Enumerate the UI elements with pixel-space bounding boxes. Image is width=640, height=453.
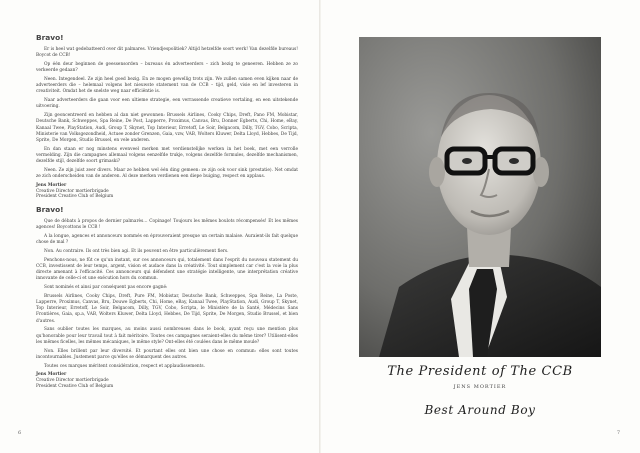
caption-award: Best Around Boy xyxy=(424,403,536,417)
section-heading: Bravo! xyxy=(36,204,64,214)
section-dutch xyxy=(36,34,298,200)
left-page-text xyxy=(36,34,298,392)
caption-name: JENS MORTIER xyxy=(453,384,507,390)
page-number-right: 7 xyxy=(616,430,620,436)
paragraph: Neen. Ze zijn juist zeer divers. Maar ze hebben wel één ding gemeen: ze zijn ook voor sink (prestatie). Net omdat ze zich onderscheiden van de anderen. Al deze merken verdienen een diepe buiging, respect en applaus. xyxy=(36,168,298,180)
paragraph: Neen. Integendeel. Ze zijn heel goed bezig. En ze mogen gewellig trots zijn. We zullen samen even kijken naar de adverteerders die – helemaal volgens het nieuwste statement van de CCB – tijd, geld, visie en lef investeren in creativiteit. Omdat het de snelste weg naar efficiëntie is. xyxy=(36,77,298,95)
signature-name: Jens Mortier xyxy=(36,372,67,378)
page-gutter xyxy=(319,0,321,453)
paragraph: Non. Elles brillent par leur diversité. Et pourtant elles ont bien une chose en commun: elles sont toutes incontournables. Justement parce qu'elles se démarquent des autres. xyxy=(36,348,298,360)
paragraph: Que de débats à propos de dernier palmarès… Copinage! Toujours les mêmes boulots récompensés! Et les mêmes agences! Boycottons le CCB ! xyxy=(36,218,298,230)
signature xyxy=(36,183,298,200)
signature-name: Jens Mortier xyxy=(36,183,67,189)
paragraph: Naar adverteerders die gaan voor een ultieme strategie, een verrassende creatieve vertaling, en een uitstekende uitvoering. xyxy=(36,98,298,110)
section-french xyxy=(36,206,298,389)
paragraph: En dan staan er nog minstens evenveel merken met verdienstelijke werken in het boek, met een verrolle vermelding. Zijn die campagnes allemaal volgens eenzelfde trukje, volgens dezelfde formules, dezelfde mechanismen, dezelfde stijl, dezelfde soort grimaski? xyxy=(36,146,298,165)
section-heading: Bravo! xyxy=(36,33,64,42)
photo-caption xyxy=(359,364,601,417)
paragraph: A la longue, agences et annonceurs nommés en éprouveraient presque un certain malaise. Auraient-ils fait quelque chose de mal ? xyxy=(36,233,298,245)
paragraph: Sans oublier toutes les marques, au moins aussi nombreuses dans le book, ayant reçu une mention plus qu'honorable pour leur travail tout à fait méritoire. Toutes ces campagnes seraient-elles du même tirer? Utilisent-elles les mêmes ficelles, les mêmes mécaniques, le même style? Ont-elles été coulées dans le même moule? xyxy=(36,327,298,345)
signature-role: Creative Director mortierbrigade xyxy=(36,378,109,383)
paragraph: Sont nominés et ainsi par conséquent pas encore gagné: xyxy=(44,285,168,290)
signature-title: President Creative Club of Belgium xyxy=(36,383,114,389)
paragraph: Brussels Airlines, Cooky Chips, Dreft, Pure FM, Mobistar, Deutsche Bank, Schweppes, Spa Reine, La Poste, Lapperre, Proximus, Canvas, Bru, Douwe Egberts, Chi, Home, eBay, Kanaal Twee, PlayStation, Audi, Group T, Skynet, Top Interieur, Erretoff, Le Soir, Belgacom, Dilly, TGV, Cobo, Scripta, le Ministère de la Santé, Médecins Sans Frontières, Gaia, sp.a, VAB, Wolters Kluwer, Delta Lloyd, Hebbes, De Tijd, Sprite, De Morgen, Studio Brussel, et bien d'autres. xyxy=(36,293,298,324)
signature-title: President Creative Club of Belgium xyxy=(36,194,114,200)
paragraph: Zijn geoncentreerd en hebben al dan niet gewonnen: Brussels Airlines, Cooky Chips, Dreft, Pano FM, Mobistar, Deutsche Bank, Schweppes, Spa Reine, De Post, Lapperre, Proximus, Canvas, Bru, Donner Egberts, Chi, Home, eBay, Kanaal Twee, PlayStation, Audi, Group T, Skynet, Top Interieur, Erretoff, Le Soir, Belgacom, Dilly, TGV, Cobo, Scripta, Ministerie van Volksgezondheid, Actuee zonder Grenzen, Gaia, vzw, VAB, Wolters Kluwer, Delta Lloyd, Hebbes, De Tijd, Sprite, De Morgen, Studio Brussel, en vele anderen. xyxy=(36,113,298,144)
page-number-left: 6 xyxy=(18,430,22,436)
paragraph: Non. Au contraire. Ils ont très bien agi. Et ils peuvent en être particulièrement fiers. xyxy=(44,248,229,254)
signature-role: Creative Director mortierbrigade xyxy=(36,188,109,194)
paragraph: Op één deur beginnen de geessensorden – bureaus én adverteerders – zich bezig te geneeren. Hebben ze zo verkeerde gedaan? xyxy=(36,62,298,74)
paragraph: Er is heel wat gedebatteerd over dit palmares. Vriendjespolitiek? Altijd hetzelfde soort werk! Van dezelfde bureaus! Boycot de CCB! xyxy=(36,47,298,59)
portrait-photo xyxy=(359,37,601,357)
paragraph: Penchons-nous, ne fût ce qu'un instant, sur ces annonceurs qui, totalement dans l'esprit du nouveau statement du CCB, investissent de leur temps, argent, vision et audace dans la créativité. Tout simplement car c'est la voie la plus directe amenant à l'efficacité. Ces annonceurs qui défendent une stratégie intelligente, une interprétation créative innovante de celle-ci et une exécution hors du commun. xyxy=(36,257,298,282)
paragraph: Toutes ces marques méritent considération, respect et applaudissements. xyxy=(44,363,205,369)
signature xyxy=(36,372,298,389)
caption-title: The President of The CCB xyxy=(387,364,573,379)
